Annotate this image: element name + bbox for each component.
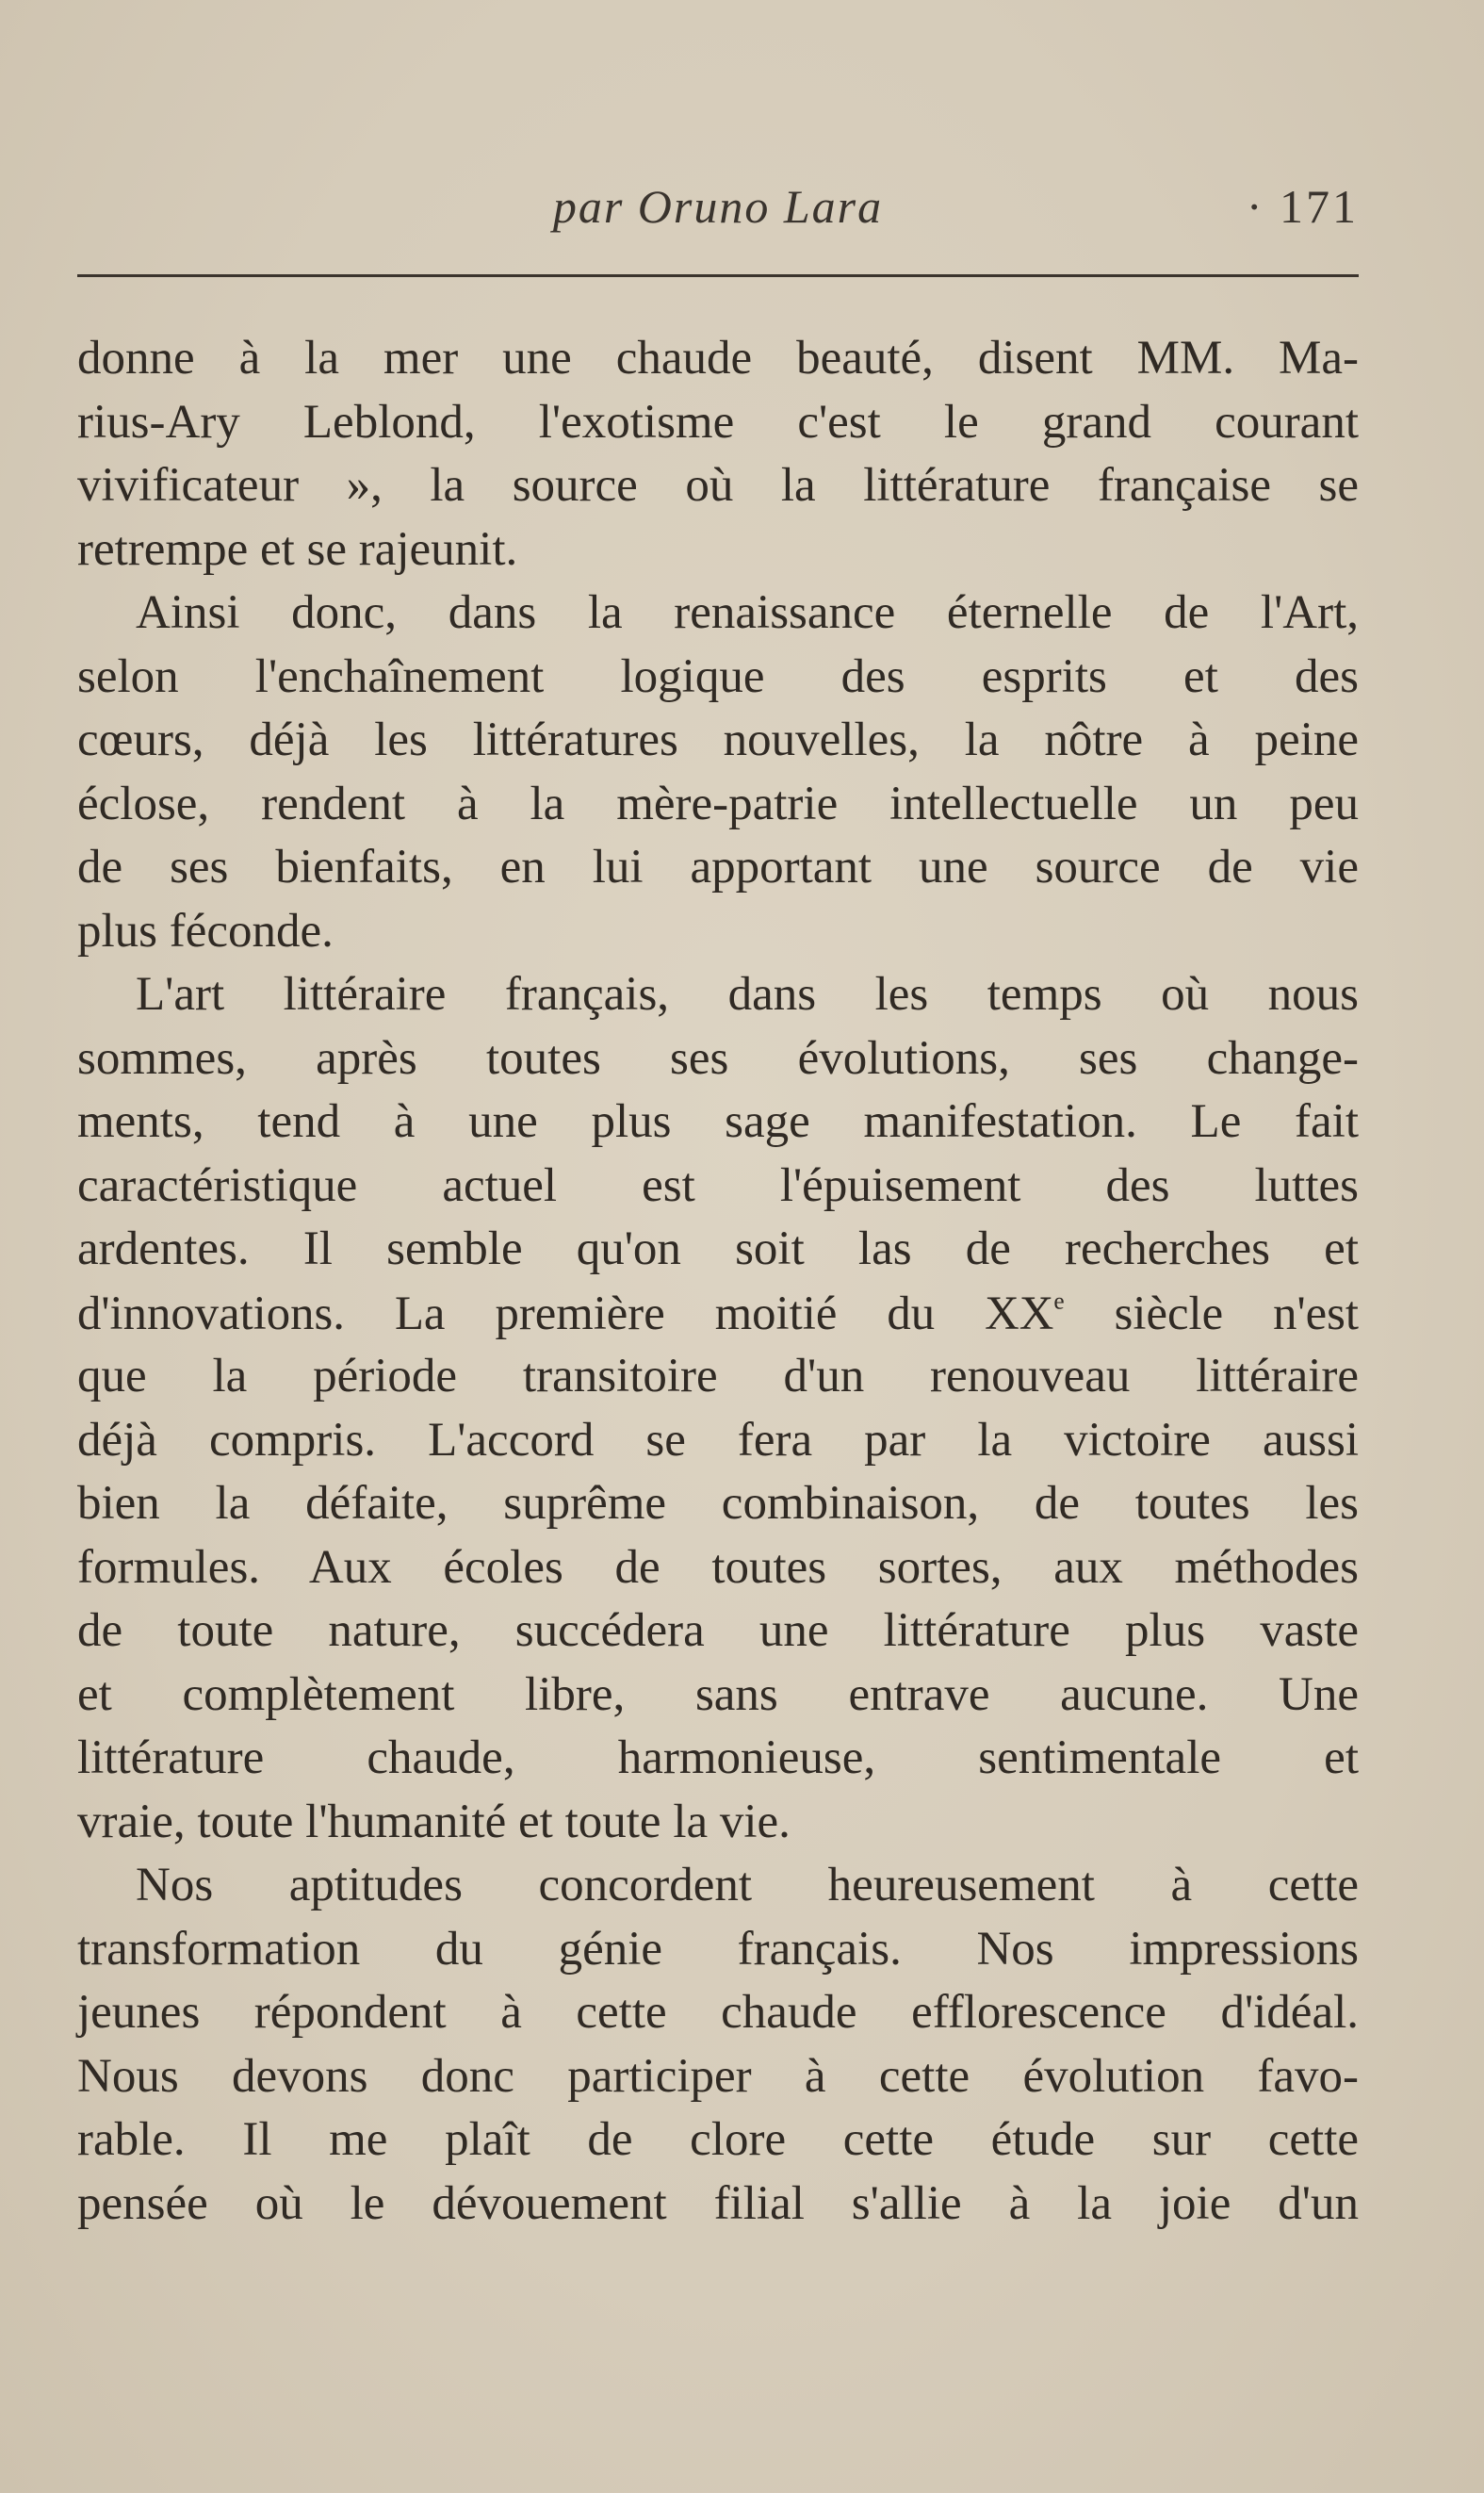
text-line: cœurs, déjà les littératures nouvelles, la nôtre à peine [77,713,1359,766]
text-line: plus féconde. [77,904,334,958]
text-line: ments, tend à une plus sage manifestation. Le fait [77,1095,1359,1148]
text-line: Ainsi donc, dans la renaissance éternelle de l'Art, [136,586,1359,639]
body-text [77,327,1359,2236]
text-line: que la période transitoire d'un renouveau littéraire [77,1350,1359,1402]
text-line: éclose, rendent à la mère-patrie intellectuelle un peu [77,777,1359,830]
text-line: et complètement libre, sans entrave aucune. Une [77,1667,1359,1721]
text-fragment: siècle n'est [1064,1286,1359,1339]
page-number: · 171 [1246,180,1359,233]
text-line: vivificateur », la source où la littérature française se [77,459,1359,512]
text-line-with-superscript [77,1282,1359,1346]
text-line: retrempe et se rajeunit. [77,522,518,576]
text-line: L'art littéraire français, dans les temps où nous [136,968,1359,1021]
text-line: donne à la mer une chaude beauté, disent MM. Ma- [77,332,1359,385]
text-line: vraie, toute l'humanité et toute la vie. [77,1795,791,1848]
text-line: sommes, après toutes ses évolutions, ses change- [77,1031,1359,1085]
superscript-e: e [1053,1287,1065,1314]
running-header [77,179,1359,245]
text-line: rius-Ary Leblond, l'exotisme c'est le grand courant [77,395,1359,449]
text-line: rable. Il me plaît de clore cette étude sur cette [77,2113,1359,2166]
text-fragment: d'innovations. La première moitié du XX [77,1286,1054,1339]
header-rule [77,274,1359,277]
text-line: pensée où le dévouement filial s'allie à la joie d'un [77,2176,1359,2230]
text-line: transformation du génie français. Nos impressions [77,1922,1359,1976]
text-line: déjà compris. L'accord se fera par la victoire aussi [77,1413,1359,1467]
text-line: selon l'enchaînement logique des esprits et des [77,649,1359,703]
text-line: de ses bienfaits, en lui apportant une source de vie [77,841,1359,894]
text-line: bien la défaite, suprême combinaison, de toutes les [77,1477,1359,1530]
text-line: de toute nature, succédera une littérature plus vaste [77,1604,1359,1657]
text-line: ardentes. Il semble qu'on soit las de recherches et [77,1222,1359,1275]
text-line: Nous devons donc participer à cette évolution favo- [77,2049,1359,2103]
running-title: par Oruno Lara [552,180,884,233]
text-line: littérature chaude, harmonieuse, sentimentale et [77,1731,1359,1784]
text-line: jeunes répondent à cette chaude efflorescence d'idéal. [77,1986,1359,2039]
text-line: caractéristique actuel est l'épuisement des luttes [77,1158,1359,1212]
text-line: formules. Aux écoles de toutes sortes, aux méthodes [77,1540,1359,1594]
text-line: Nos aptitudes concordent heureusement à cette [136,1859,1359,1911]
